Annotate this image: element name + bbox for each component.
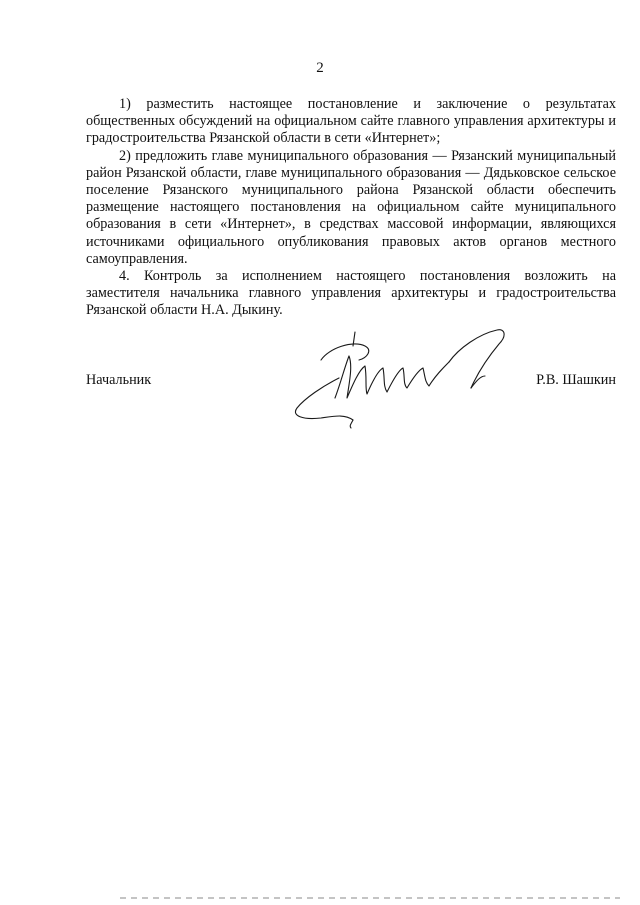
paragraph-propose: 2) предложить главе муниципального образования — Рязанский муниципальный район Рязанской области, главе муниципального образования — Дядьковское сельское поселение Рязанского муниципального района Рязанской области обеспечить размещение настоящего постановления на официальном сайте муниципального образования в сети «Интернет», в средствах массовой информации, являющихся источниками официального опубликования правовых актов органов местного самоуправления. [86, 147, 616, 267]
signatory-name: Р.В. Шашкин [536, 372, 616, 388]
signatory-title: Начальник [86, 372, 152, 388]
paragraph-publish: 1) разместить настоящее постановление и заключение о результатах общественных обсуждений на официальном сайте главного управления архитектуры и градостроительства Рязанской области в сети «Интернет»; [86, 96, 616, 147]
document-body [86, 96, 616, 320]
handwritten-signature-icon [283, 322, 523, 432]
page-number: 2 [316, 60, 324, 76]
scan-edge-marks [120, 896, 620, 900]
paragraph-control: 4. Контроль за исполнением настоящего постановления возложить на заместителя начальника главного управления архитектуры и градостроительства Рязанской области Н.А. Дыкину. [86, 268, 616, 319]
